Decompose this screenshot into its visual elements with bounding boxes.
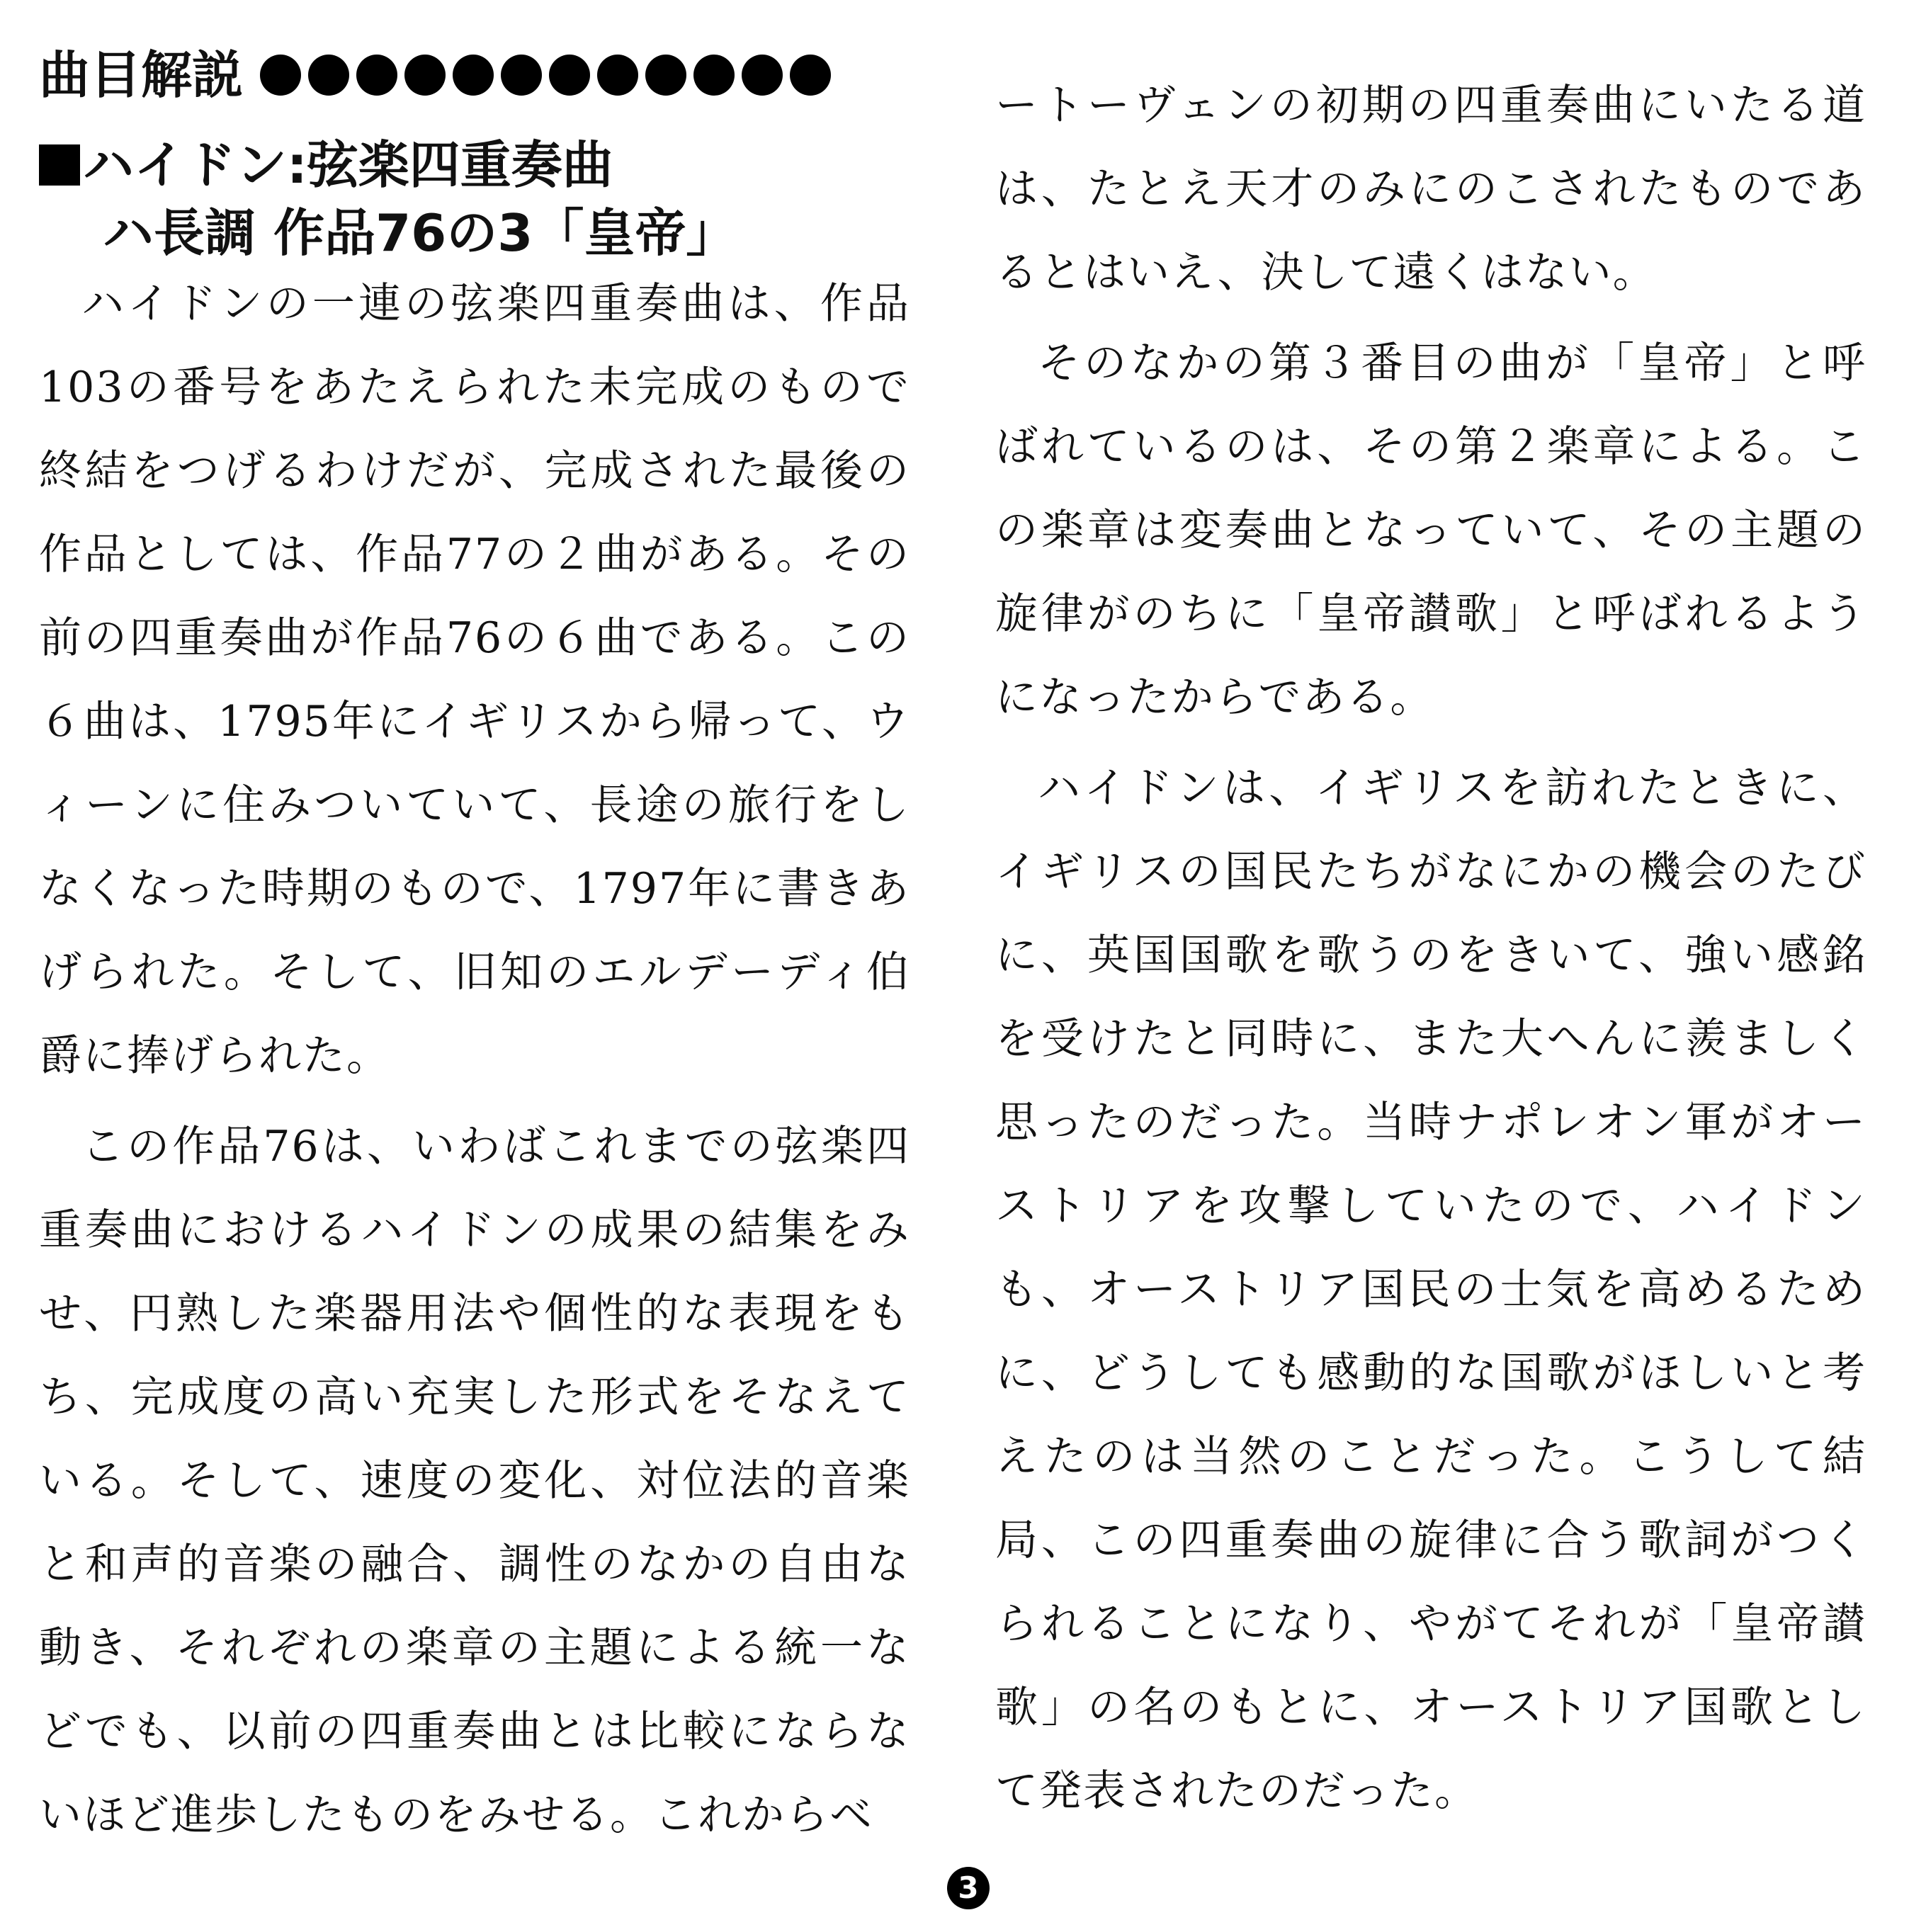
heading-dot-icon (549, 55, 590, 96)
heading-dot-icon (308, 55, 349, 96)
heading-dot-icon (693, 55, 735, 96)
section-heading (39, 45, 831, 105)
bullet-square-icon (39, 144, 80, 186)
piece-title-line2: ハ長調 作品76の3「皇帝」 (103, 203, 737, 263)
heading-dot-icon (404, 55, 446, 96)
left-paragraph-1: ハイドンの一連の弦楽四重奏曲は、作品103の番号をあたえられた未完成のもので終結をつげるわけだが、完成された最後の作品としては、作品77の２曲がある。その前の四重奏曲が作品76の６曲である。この６曲は、1795年にイギリスから帰って、ウィーンに住みついていて、長途の旅行をしなくなった時期のもので、1797年に書きあげられた。そして、旧知のエルデーディ伯爵に捧げられた。 (39, 279, 910, 1081)
right-paragraph-1: そのなかの第３番目の曲が「皇帝」と呼ばれているのは、その第２楽章による。この楽章は変奏曲となっていて、その主題の旋律がのちに「皇帝讃歌」と呼ばれるようになったからである。 (995, 339, 1866, 722)
right-paragraph-2: ハイドンは、イギリスを訪れたときに、イギリスの国民たちがなにかの機会のたびに、英国国歌を歌うのをきいて、強い感銘を受けたと同時に、また大へんに羨ましく思ったのだった。当時ナポレオン軍がオーストリアを攻撃していたので、ハイドンも、オーストリア国民の士気を高めるために、どうしても感動的な国歌がほしいと考えたのは当然のことだった。こうして結局、この四重奏曲の旋律に合う歌詞がつくられることになり、やがてそれが「皇帝讃歌」の名のもとに、オーストリア国歌として発表されたのだった。 (995, 763, 1866, 1816)
heading-dot-icon (260, 55, 301, 96)
piece-title (39, 131, 737, 267)
heading-dot-icon (501, 55, 542, 96)
page-number-badge: 3 (947, 1867, 990, 1909)
heading-dot-row (260, 55, 831, 96)
left-paragraph-2: この作品76は、いわばこれまでの弦楽四重奏曲におけるハイドンの成果の結集をみせ、円熟した楽器用法や個性的な表現をもち、完成度の高い充実した形式をそなえている。そして、速度の変化、対位法的音楽と和声的音楽の融合、調性のなかの自由な動き、それぞれの楽章の主題による統一などでも、以前の四重奏曲とは比較にならないほど進歩したものをみせる。これからベ (39, 1122, 910, 1840)
piece-title-line1: ハイドン:弦楽四重奏曲 (83, 135, 613, 195)
heading-dot-icon (597, 55, 638, 96)
heading-dot-icon (356, 55, 397, 96)
left-column (39, 262, 910, 1857)
heading-dot-icon (453, 55, 494, 96)
heading-dot-icon (742, 55, 783, 96)
section-heading-text: 曲目解説 (39, 45, 244, 105)
heading-dot-icon (645, 55, 686, 96)
heading-dot-icon (790, 55, 831, 96)
right-column (995, 64, 1866, 1833)
right-continuation-paragraph: ートーヴェンの初期の四重奏曲にいたる道は、たとえ天才のみにのこされたものであるとはいえ、決して遠くはない。 (995, 81, 1866, 297)
